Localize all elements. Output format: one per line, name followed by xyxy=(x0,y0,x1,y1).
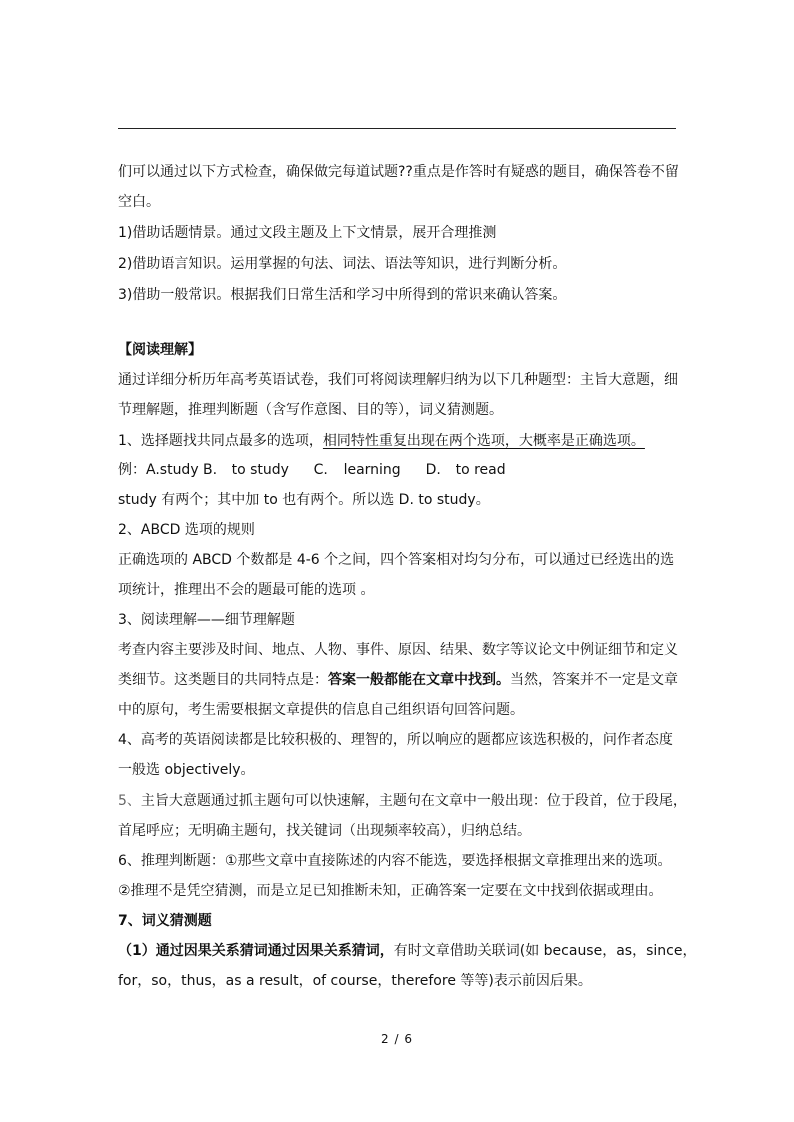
section-heading: 【阅读理解】 xyxy=(118,342,202,358)
tip-1-text: 1、选择题找共同点最多的选项， xyxy=(118,433,323,449)
tip-4-line-b: 一般选 objectively。 xyxy=(118,762,255,778)
para-1a: 通过详细分析历年高考英语试卷，我们可将阅读理解归纳为以下几种题型：主旨大意题，细 xyxy=(118,372,678,388)
example-prefix: 例：A.study B. xyxy=(118,462,218,478)
intro-line-2: 空白。 xyxy=(118,194,160,210)
header-rule xyxy=(118,128,676,129)
tip-5-line-a xyxy=(118,791,687,811)
page-number: 2 / 6 xyxy=(381,1032,413,1046)
tip-3-line-a: 考查内容主要涉及时间、地点、人物、事件、原因、结果、数字等议论文中例证细节和定义 xyxy=(118,642,678,658)
tip-5-number: 5、 xyxy=(118,793,141,809)
tip-6-line-b: ②推理不是凭空猜测，而是立足已知推断未知，正确答案一定要在文中找到依据或理由。 xyxy=(118,883,663,899)
tip-3-text: 类细节。这类题目的共同特点是： xyxy=(118,672,328,688)
example-option-d-letter: D. xyxy=(425,462,441,478)
method-1: 1)借助话题情景。通过文段主题及上下文情景，展开合理推测 xyxy=(118,225,497,241)
tip-7-line-a xyxy=(118,941,696,961)
tip-7-line-b: for，so，thus，as a result，of course，therefore 等等)表示前因后果。 xyxy=(118,973,592,989)
method-2: 2)借助语言知识。运用掌握的句法、词法、语法等知识，进行判断分析。 xyxy=(118,256,567,272)
para-1b: 节理解题，推理判断题（含写作意图、目的等），词义猜测题。 xyxy=(118,402,503,418)
tip-1 xyxy=(118,431,645,451)
tip-6-line-a: 6、推理判断题：①那些文章中直接陈述的内容不能选，要选择根据文章推理出来的选项。 xyxy=(118,853,672,869)
intro-line-1: 们可以通过以下方式检查，确保做完每道试题??重点是作答时有疑惑的题目，确保答卷不留 xyxy=(118,164,679,180)
example-explanation: study 有两个；其中加 to 也有两个。所以选 D. to study。 xyxy=(118,492,490,508)
tip-7-title: 7、词义猜测题 xyxy=(118,913,212,929)
tip-2-title: 2、ABCD 选项的规则 xyxy=(118,522,255,538)
tip-7-bold: （1）通过因果关系猜词通过因果关系猜词， xyxy=(118,943,394,959)
tip-3-text-after: 当然，答案并不一定是文章 xyxy=(510,672,678,688)
example-option-c-letter: C. xyxy=(313,462,328,478)
tip-7-text: 有时文章借助关联词(如 because，as，since， xyxy=(393,943,697,959)
example-option-d: to read xyxy=(455,462,506,478)
tip-2-line-b: 项统计，推理出不会的题最可能的选项 。 xyxy=(118,582,375,598)
example-line xyxy=(118,460,506,480)
tip-3-line-b xyxy=(118,670,678,690)
method-3: 3)借助一般常识。根据我们日常生活和学习中所得到的常识来确认答案。 xyxy=(118,287,567,303)
example-option-c: learning xyxy=(343,462,401,478)
tip-3-title: 3、阅读理解——细节理解题 xyxy=(118,612,295,628)
tip-1-underlined: 相同特性重复出现在两个选项，大概率是正确选项。 xyxy=(322,433,645,449)
tip-3-bold: 答案一般都能在文章中找到。 xyxy=(328,672,510,688)
example-option-b: to study xyxy=(231,462,289,478)
tip-2-line-a: 正确选项的 ABCD 个数都是 4-6 个之间，四个答案相对均匀分布，可以通过已经选出的选 xyxy=(118,552,675,568)
tip-4-line-a: 4、高考的英语阅读都是比较积极的、理智的，所以响应的题都应该选积极的，问作者态度 xyxy=(118,732,673,748)
tip-5-text: 主旨大意题通过抓主题句可以快速解，主题句在文章中一般出现：位于段首，位于段尾， xyxy=(140,793,687,809)
tip-5-line-b: 首尾呼应；无明确主题句，找关键词（出现频率较高），归纳总结。 xyxy=(118,823,531,839)
tip-3-line-c: 中的原句，考生需要根据文章提供的信息自己组织语句回答问题。 xyxy=(118,702,524,718)
